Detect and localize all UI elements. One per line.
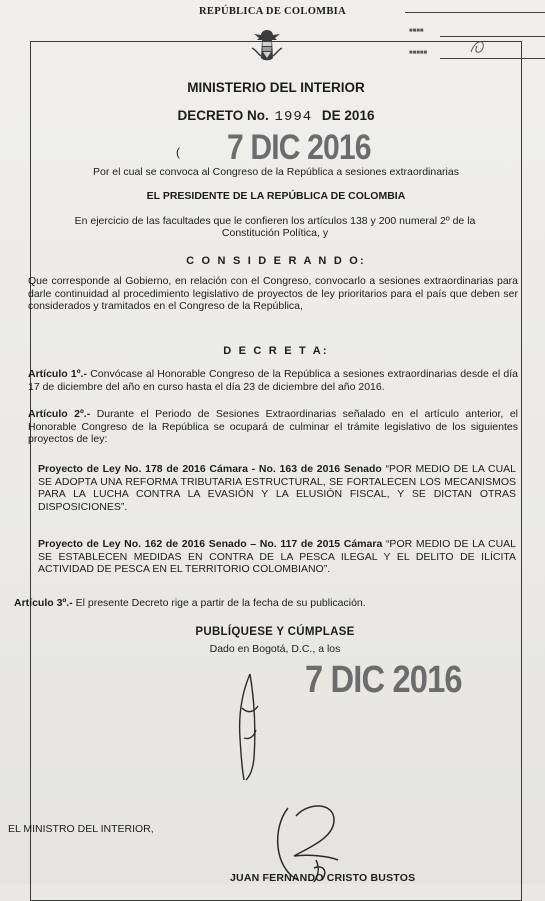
decreta-heading: D E C R E T A: xyxy=(223,345,329,357)
decree-year: DE 2016 xyxy=(321,108,375,123)
minister-label: EL MINISTRO DEL INTERIOR, xyxy=(8,823,154,835)
dado-line: Dado en Bogotá, D.C., a los xyxy=(209,643,341,655)
considerando-heading: C O N S I D E R A N D O: xyxy=(186,255,366,267)
ministry-title: MINISTERIO DEL INTERIOR xyxy=(187,80,365,95)
decree-subject: Por el cual se convoca al Congreso de la República a sesiones extraordinarias xyxy=(93,166,459,178)
coat-of-arms-icon xyxy=(250,28,284,64)
project-1-text: “POR MEDIO DE LA CUAL SE ADOPTA UNA REFORMA TRIBUTARIA ESTRUCTURAL, SE FORTALECEN LOS MECANISMOS PARA LA LUCHA CONTRA LA EVASIÓN Y LA ELUSIÓN FISCAL, Y SE DICTAN OTRAS DISPOSICIONES”. xyxy=(38,463,516,513)
republic-header: REPÚBLICA DE COLOMBIA xyxy=(199,6,346,17)
president-signature-icon xyxy=(220,668,280,788)
project-1-label: Proyecto de Ley No. 178 de 2016 Cámara - No. 163 de 2016 Senado xyxy=(38,463,382,475)
decree-number-line xyxy=(30,108,522,125)
article-2-text: Durante el Periodo de Sesiones Extraordinarias señalado en el artículo anterior, el Honorable Congreso de la República se ocupará de culminar el trámite legislativo de los siguientes proyectos de ley: xyxy=(28,408,518,446)
date-stamp-top: 7 DIC 2016 xyxy=(227,128,371,167)
publiquese-line: PUBLÍQUESE Y CÚMPLASE xyxy=(195,626,355,638)
open-parenthesis: ( xyxy=(176,145,180,159)
article-2-label: Artículo 2º.- xyxy=(28,408,91,420)
decree-number: 1994 xyxy=(274,109,313,125)
receipt-stamp: ■■■■ ■■■■■ xyxy=(405,0,545,70)
article-3-label: Artículo 3º.- xyxy=(14,597,73,609)
article-1-label: Artículo 1º.- xyxy=(28,368,87,380)
project-2 xyxy=(38,538,516,576)
article-3-text: El presente Decreto rige a partir de la fecha de su publicación. xyxy=(75,597,366,609)
decree-prefix: DECRETO No. xyxy=(177,108,269,123)
minister-name: JUAN FERNANDO CRISTO BUSTOS xyxy=(230,872,416,884)
article-1-text: Convócase al Honorable Congreso de la República a sesiones extraordinarias desde el día 17 de diciembre del año en curso hasta el día 23 de diciembre del año 2016. xyxy=(28,368,518,393)
article-1 xyxy=(28,368,518,393)
article-3 xyxy=(14,597,514,610)
article-2 xyxy=(28,408,518,446)
faculties-paragraph: En ejercicio de las facultades que le confieren los artículos 138 y 200 numeral 2º de la Constitución Política, y xyxy=(74,215,476,239)
date-stamp-bottom: 7 DIC 2016 xyxy=(305,659,462,701)
president-title: EL PRESIDENTE DE LA REPÚBLICA DE COLOMBIA xyxy=(146,190,406,202)
project-1 xyxy=(38,463,516,513)
project-2-label: Proyecto de Ley No. 162 de 2016 Senado – No. 117 de 2015 Cámara xyxy=(38,538,383,550)
project-2-text: “POR MEDIO DE LA CUAL SE ESTABLECEN MEDIDAS EN CONTRA DE LA PESCA ILEGAL Y EL DELITO DE ILÍCITA ACTIVIDAD DE PESCA EN EL TERRITORIO COLOMBIANO”. xyxy=(38,538,516,576)
considerando-paragraph: Que corresponde al Gobierno, en relación con el Congreso, convocarlo a sesiones extraordinarias para darle continuidad al procedimiento legislativo de proyectos de ley prioritarios para el país que deben ser considerados y tramitados en el Congreso de la República, xyxy=(28,275,518,313)
